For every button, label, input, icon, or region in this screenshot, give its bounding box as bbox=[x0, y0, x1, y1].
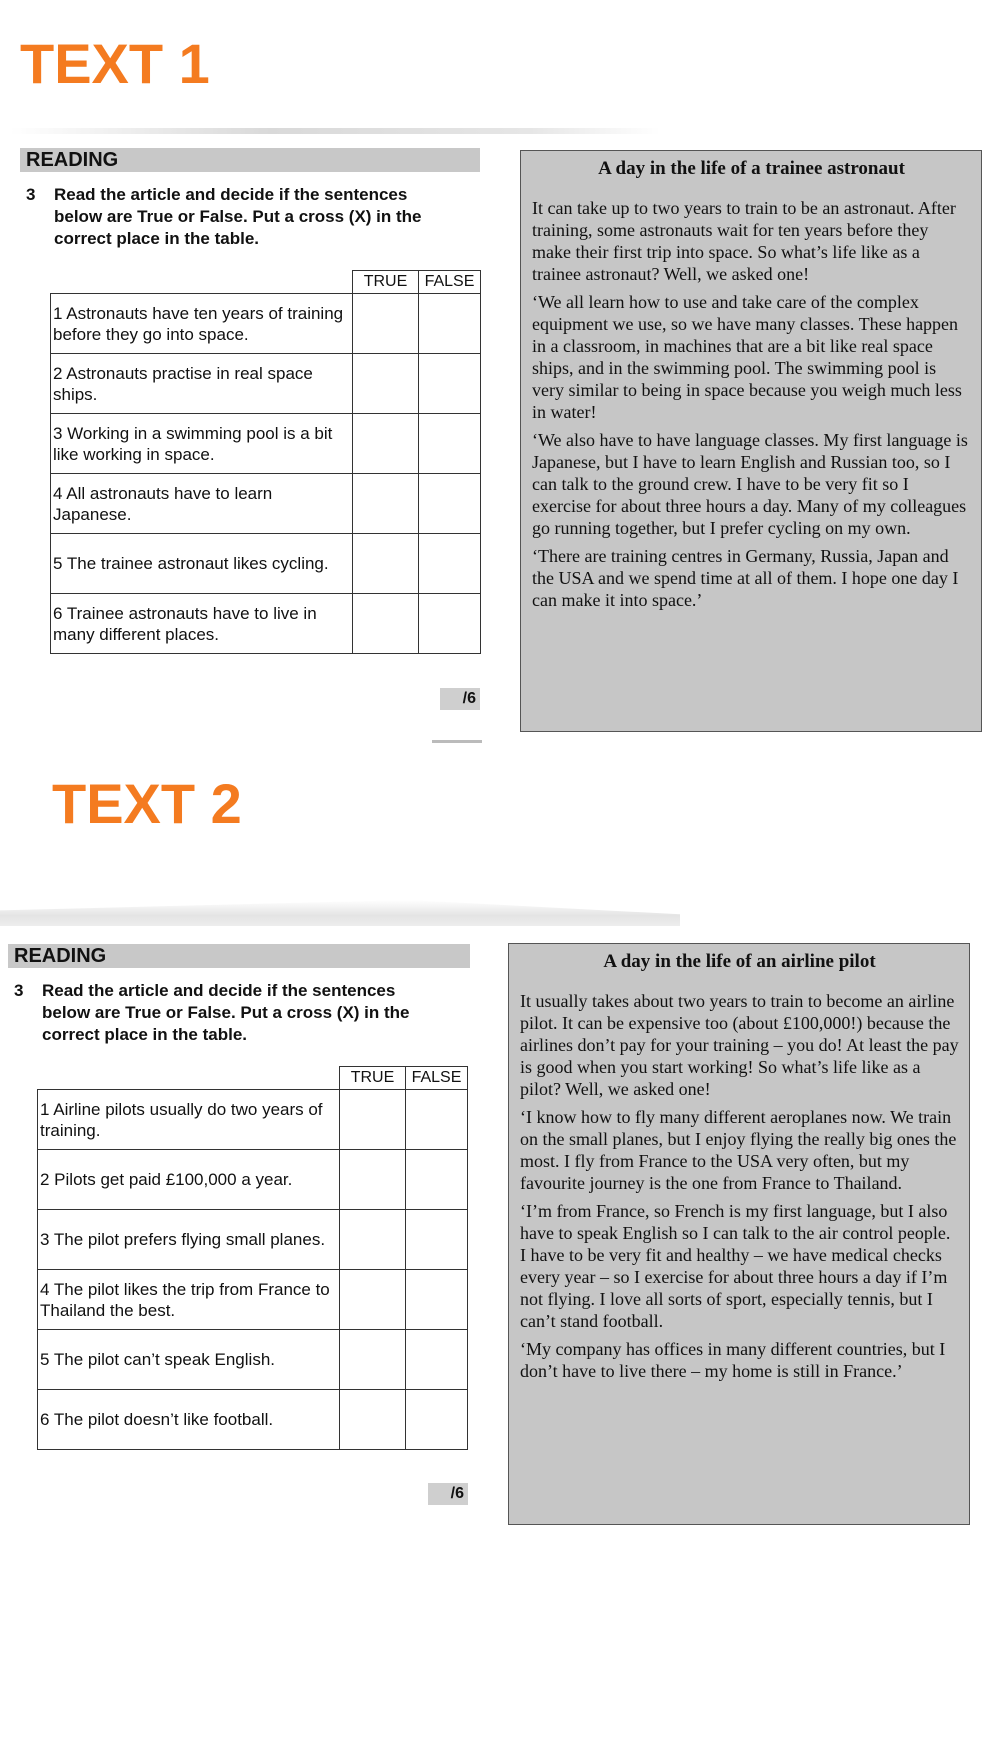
false-checkbox-cell[interactable] bbox=[419, 414, 481, 474]
false-checkbox-cell[interactable] bbox=[406, 1270, 468, 1330]
false-column-header: FALSE bbox=[406, 1067, 468, 1090]
statement: 3 The pilot prefers flying small planes. bbox=[38, 1210, 340, 1270]
article-paragraph: ‘We also have to have language classes. My first language is Japanese, but I have to learn English and Russian too, so I can talk to the ground crew. I have to be very fit so I exercise for about three hours a day. Many of my colleagues go running together, but I prefer cycling on my own. bbox=[532, 430, 968, 538]
false-checkbox-cell[interactable] bbox=[419, 474, 481, 534]
true-column-header: TRUE bbox=[353, 271, 419, 294]
statement: 4 All astronauts have to learn Japanese. bbox=[51, 474, 353, 534]
table-row bbox=[38, 1090, 468, 1150]
statement: 5 The pilot can’t speak English. bbox=[38, 1330, 340, 1390]
table-row bbox=[38, 1210, 468, 1270]
instruction-number: 3 bbox=[14, 981, 24, 1000]
statement: 2 Astronauts practise in real space ships. bbox=[51, 354, 353, 414]
article-title: A day in the life of an airline pilot bbox=[603, 951, 876, 972]
table-row bbox=[38, 1270, 468, 1330]
text2-true-false-table bbox=[37, 1066, 468, 1450]
text2-reading-label: READING bbox=[8, 944, 470, 968]
false-checkbox-cell[interactable] bbox=[419, 594, 481, 654]
true-column-header: TRUE bbox=[340, 1067, 406, 1090]
statement: 2 Pilots get paid £100,000 a year. bbox=[38, 1150, 340, 1210]
table-row bbox=[51, 474, 481, 534]
false-checkbox-cell[interactable] bbox=[406, 1150, 468, 1210]
statement: 6 The pilot doesn’t like football. bbox=[38, 1390, 340, 1450]
false-checkbox-cell[interactable] bbox=[406, 1090, 468, 1150]
table-row bbox=[38, 1390, 468, 1450]
table-row bbox=[38, 1330, 468, 1390]
text2-score: /6 bbox=[428, 1483, 468, 1505]
statement: 4 The pilot likes the trip from France to Thailand the best. bbox=[38, 1270, 340, 1330]
true-checkbox-cell[interactable] bbox=[340, 1210, 406, 1270]
true-checkbox-cell[interactable] bbox=[340, 1330, 406, 1390]
true-checkbox-cell[interactable] bbox=[353, 594, 419, 654]
table-row bbox=[51, 294, 481, 354]
table-row bbox=[51, 534, 481, 594]
instruction-text: Read the article and decide if the sentences below are True or False. Put a cross (X) in the correct place in the table. bbox=[54, 185, 422, 248]
false-column-header: FALSE bbox=[419, 271, 481, 294]
statement: 5 The trainee astronaut likes cycling. bbox=[51, 534, 353, 594]
false-checkbox-cell[interactable] bbox=[419, 534, 481, 594]
text1-reading-label: READING bbox=[20, 148, 480, 172]
false-checkbox-cell[interactable] bbox=[406, 1390, 468, 1450]
true-checkbox-cell[interactable] bbox=[340, 1150, 406, 1210]
text1-title: TEXT 1 bbox=[20, 32, 210, 95]
instruction-text: Read the article and decide if the sentences below are True or False. Put a cross (X) in the correct place in the table. bbox=[42, 981, 410, 1044]
article-paragraph: ‘There are training centres in Germany, Russia, Japan and the USA and we spend time at all of them. I hope one day I can make it into space.’ bbox=[532, 546, 959, 610]
text1-article bbox=[520, 150, 982, 732]
false-checkbox-cell[interactable] bbox=[406, 1210, 468, 1270]
article-paragraph: ‘I’m from France, so French is my first language, but I also have to speak English so I can talk to the air control people. I have to be very fit and healthy – we have medical checks every year – so I exercise for about three hours a day if I’m not flying. I love all sorts of sport, especially tennis, but I can’t stand football. bbox=[520, 1201, 951, 1331]
true-checkbox-cell[interactable] bbox=[340, 1090, 406, 1150]
table-row bbox=[51, 414, 481, 474]
article-title: A day in the life of a trainee astronaut bbox=[598, 158, 905, 179]
true-checkbox-cell[interactable] bbox=[340, 1270, 406, 1330]
table-row bbox=[51, 594, 481, 654]
article-paragraph: ‘We all learn how to use and take care of the complex equipment we use, so we have many classes. These happen in a classroom, in machines that are a bit like real space ships, and in the swimming pool. The swimming pool is very similar to being in space because you weigh much less in water! bbox=[532, 292, 962, 422]
divider bbox=[432, 740, 482, 743]
text2-article bbox=[508, 943, 970, 1525]
true-checkbox-cell[interactable] bbox=[353, 354, 419, 414]
true-checkbox-cell[interactable] bbox=[353, 474, 419, 534]
article-paragraph: ‘My company has offices in many different countries, but I don’t have to live there – my home is still in France.’ bbox=[520, 1339, 946, 1381]
article-paragraph: It can take up to two years to train to be an astronaut. After training, some astronauts wait for ten years before they make their first trip into space. So what’s life like as a trainee astronaut? Well, we asked one! bbox=[532, 198, 956, 284]
text1-score: /6 bbox=[440, 688, 480, 710]
statement: 3 Working in a swimming pool is a bit like working in space. bbox=[51, 414, 353, 474]
divider bbox=[0, 900, 680, 926]
article-paragraph: ‘I know how to fly many different aeroplanes now. We train on the small planes, but I enjoy flying the really big ones the most. I fly from France to the USA very often, but my favourite journey is the one from France to Thailand. bbox=[520, 1107, 957, 1193]
table-row bbox=[38, 1150, 468, 1210]
statement: 1 Astronauts have ten years of training before they go into space. bbox=[51, 294, 353, 354]
statement: 1 Airline pilots usually do two years of training. bbox=[38, 1090, 340, 1150]
text2-title: TEXT 2 bbox=[52, 772, 242, 835]
table-header bbox=[51, 271, 481, 294]
instruction-number: 3 bbox=[26, 185, 36, 204]
false-checkbox-cell[interactable] bbox=[406, 1330, 468, 1390]
false-checkbox-cell[interactable] bbox=[419, 354, 481, 414]
true-checkbox-cell[interactable] bbox=[353, 294, 419, 354]
true-checkbox-cell[interactable] bbox=[353, 534, 419, 594]
table-header bbox=[38, 1067, 468, 1090]
article-paragraph: It usually takes about two years to train to become an airline pilot. It can be expensive too (about £100,000!) because the airlines don’t pay for your training – you do! At least the pay is good when you start working! So what’s life like as a pilot? Well, we asked one! bbox=[520, 991, 959, 1099]
divider bbox=[10, 128, 660, 134]
true-checkbox-cell[interactable] bbox=[353, 414, 419, 474]
false-checkbox-cell[interactable] bbox=[419, 294, 481, 354]
text1-true-false-table bbox=[50, 270, 481, 654]
true-checkbox-cell[interactable] bbox=[340, 1390, 406, 1450]
statement: 6 Trainee astronauts have to live in many different places. bbox=[51, 594, 353, 654]
table-row bbox=[51, 354, 481, 414]
